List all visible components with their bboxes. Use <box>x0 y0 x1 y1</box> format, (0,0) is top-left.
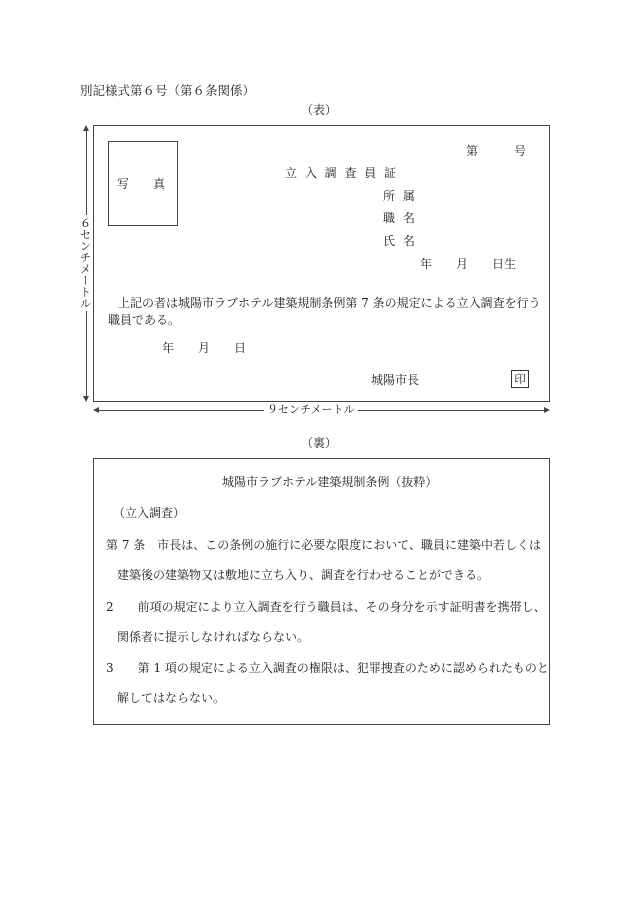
form-header: 別記様式第６号（第６条関係） <box>80 83 256 98</box>
name-label: 氏 名 <box>383 234 415 248</box>
birthdate-line: 年 月 日生 <box>420 257 517 271</box>
paragraph-3-line-2: 解してはならない。 <box>117 691 226 705</box>
card-title: 立 入 調 査 員 証 <box>285 166 397 180</box>
seal-box: 印 <box>511 370 529 388</box>
article-7-line-1: 第 7 条 市長は、この条例の施行に必要な限度において、職員に建築中若しくは <box>106 538 542 552</box>
width-arrow-right <box>544 407 550 413</box>
position-label: 職 名 <box>383 211 415 225</box>
back-card <box>93 458 550 725</box>
paragraph-2-line-1: 2 前項の規定により立入調査を行う職員は、その身分を示す証明書を携帯し、 <box>106 600 546 614</box>
affiliation-label: 所 属 <box>383 189 415 203</box>
height-arrow-down <box>83 396 89 402</box>
issuer-name: 城陽市長 <box>371 373 420 387</box>
paragraph-3-line-1: 3 第 1 項の規定による立入調査の権限は、犯罪捜査のために認められたものと <box>106 661 549 675</box>
paragraph-2-line-2: 関係者に提示しなければならない。 <box>117 630 310 644</box>
front-side-label: （表） <box>301 103 338 117</box>
back-side-label: （裏） <box>301 436 338 450</box>
width-dimension-label: ９センチメートル <box>264 404 358 415</box>
article-7-line-2: 建築後の建築物又は敷地に立ち入り、調査を行わせることができる。 <box>117 568 490 582</box>
certificate-number-line: 第 号 <box>466 144 527 158</box>
section-heading: （立入調査） <box>113 506 186 520</box>
height-arrow-up <box>83 125 89 131</box>
width-arrow-left <box>93 407 99 413</box>
front-statement: 上記の者は城陽市ラブホテル建築規制条例第 7 条の規定による立入調査を行う職員である。 <box>108 296 541 327</box>
back-title: 城陽市ラブホテル建築規制条例（抜粋） <box>222 475 438 489</box>
issue-date-line: 年 月 日 <box>162 341 247 355</box>
height-dimension-label: ６センチメートル <box>78 217 93 309</box>
photo-label: 写 真 <box>117 177 166 191</box>
